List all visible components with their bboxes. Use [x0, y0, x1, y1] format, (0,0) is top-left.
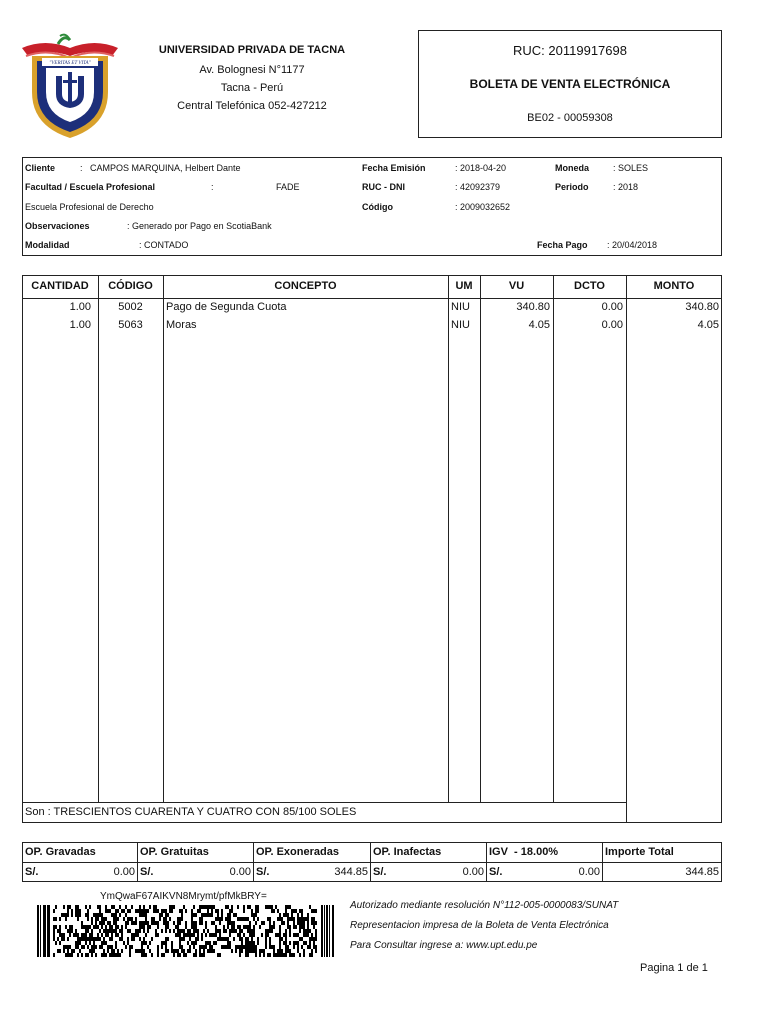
modalidad-label: Modalidad [25, 240, 70, 250]
row2-um: NIU [451, 319, 470, 331]
totals-divider [22, 862, 722, 863]
total-op-exoneradas-value: 344.85 [334, 866, 368, 878]
codigo-label: Código [362, 202, 393, 212]
codigo-value: : 2009032652 [455, 202, 511, 212]
header-monto: MONTO [653, 280, 695, 292]
header-dcto: DCTO [574, 280, 605, 292]
university-name: UNIVERSIDAD PRIVADA DE TACNA [158, 44, 346, 56]
row2-vu: 4.05 [528, 319, 550, 331]
total-igv-value: 0.00 [578, 866, 600, 878]
row2-codigo: 5063 [118, 319, 143, 331]
total-op-exoneradas-label: OP. Exoneradas [256, 846, 339, 858]
fecha-emision-value: : 2018-04-20 [455, 163, 507, 173]
svg-text:"VERITAS ET VITA": "VERITAS ET VITA" [49, 61, 91, 66]
items-table [22, 275, 722, 823]
document-title: BOLETA DE VENTA ELECTRÓNICA [469, 77, 671, 91]
cliente-value: CAMPOS MARQUINA, Helbert Dante [90, 163, 241, 173]
total-op-inafectas-value: 0.00 [462, 866, 484, 878]
total-op-inafectas-label: OP. Inafectas [373, 846, 442, 858]
consult-text: Para Consultar ingrese a: www.upt.edu.pe [350, 940, 538, 951]
university-address: Av. Bolognesi N°1177 [199, 64, 305, 76]
currency-symbol: S/. [140, 866, 154, 878]
col-divider [448, 275, 449, 803]
total-importe-value: 344.85 [685, 866, 719, 878]
facultad-value: FADE [276, 182, 300, 192]
row1-monto: 340.80 [685, 301, 719, 313]
row1-concepto: Pago de Segunda Cuota [166, 301, 287, 313]
representation-text: Representacion impresa de la Boleta de Venta Electrónica [350, 920, 609, 931]
row1-cantidad: 1.00 [69, 301, 91, 313]
son-divider [22, 802, 626, 803]
page-number: Pagina 1 de 1 [640, 962, 708, 974]
cliente-label: Cliente [25, 163, 56, 173]
row2-monto: 4.05 [697, 319, 719, 331]
header-concepto: CONCEPTO [274, 280, 337, 292]
row2-cantidad: 1.00 [69, 319, 91, 331]
items-header-divider [22, 298, 722, 299]
escuela-value: Escuela Profesional de Derecho [25, 202, 154, 212]
currency-symbol: S/. [373, 866, 387, 878]
document-number: BE02 - 00059308 [527, 112, 613, 124]
total-igv-label: IGV - 18.00% [489, 846, 559, 858]
periodo-value: : 2018 [613, 182, 639, 192]
header-um: UM [455, 280, 473, 292]
currency-symbol: S/. [489, 866, 503, 878]
university-phone: Central Telefónica 052-427212 [177, 100, 327, 112]
row1-vu: 340.80 [516, 301, 550, 313]
observaciones-label: Observaciones [25, 221, 90, 231]
ruc-dni-label: RUC - DNI [362, 182, 405, 192]
amount-in-words: Son : TRESCIENTOS CUARENTA Y CUATRO CON 85/100 SOLES [25, 806, 357, 818]
ruc-dni-value: : 42092379 [455, 182, 501, 192]
total-op-gratuitas-label: OP. Gratuitas [140, 846, 209, 858]
total-op-gravadas-label: OP. Gravadas [25, 846, 96, 858]
row1-um: NIU [451, 301, 470, 313]
pdf417-barcode [37, 905, 335, 957]
header-codigo: CÓDIGO [108, 280, 153, 292]
digest-hash: YmQwaF67AIKVN8Mrymt/pfMkBRY= [100, 891, 267, 902]
total-op-gratuitas-value: 0.00 [229, 866, 251, 878]
modalidad-value: : CONTADO [139, 240, 189, 250]
total-importe-label: Importe Total [605, 846, 674, 858]
total-op-gravadas-value: 0.00 [113, 866, 135, 878]
header-vu: VU [508, 280, 525, 292]
col-divider [98, 275, 99, 803]
facultad-label: Facultad / Escuela Profesional [25, 182, 156, 192]
currency-symbol: S/. [256, 866, 270, 878]
fecha-emision-label: Fecha Emisión [362, 163, 426, 173]
university-city: Tacna - Perú [220, 82, 284, 94]
header-cantidad: CANTIDAD [31, 280, 89, 292]
currency-symbol: S/. [25, 866, 39, 878]
authorization-text: Autorizado mediante resolución N°112-005-0000083/SUNAT [350, 900, 619, 911]
cliente-sep: : [80, 163, 83, 173]
document-id-box [418, 30, 722, 138]
col-divider [163, 275, 164, 803]
row2-dcto: 0.00 [601, 319, 623, 331]
row2-concepto: Moras [166, 319, 197, 331]
row1-codigo: 5002 [118, 301, 143, 313]
moneda-label: Moneda [555, 163, 590, 173]
col-divider [480, 275, 481, 803]
observaciones-value: : Generado por Pago en ScotiaBank [127, 221, 272, 231]
moneda-value: : SOLES [613, 163, 649, 173]
facultad-sep: : [211, 182, 214, 192]
periodo-label: Periodo [555, 182, 589, 192]
col-divider [626, 275, 627, 823]
ruc-number: RUC: 20119917698 [513, 43, 627, 58]
fecha-pago-label: Fecha Pago [537, 240, 588, 250]
fecha-pago-value: : 20/04/2018 [607, 240, 658, 250]
university-logo [20, 30, 120, 142]
row1-dcto: 0.00 [601, 301, 623, 313]
col-divider [553, 275, 554, 803]
